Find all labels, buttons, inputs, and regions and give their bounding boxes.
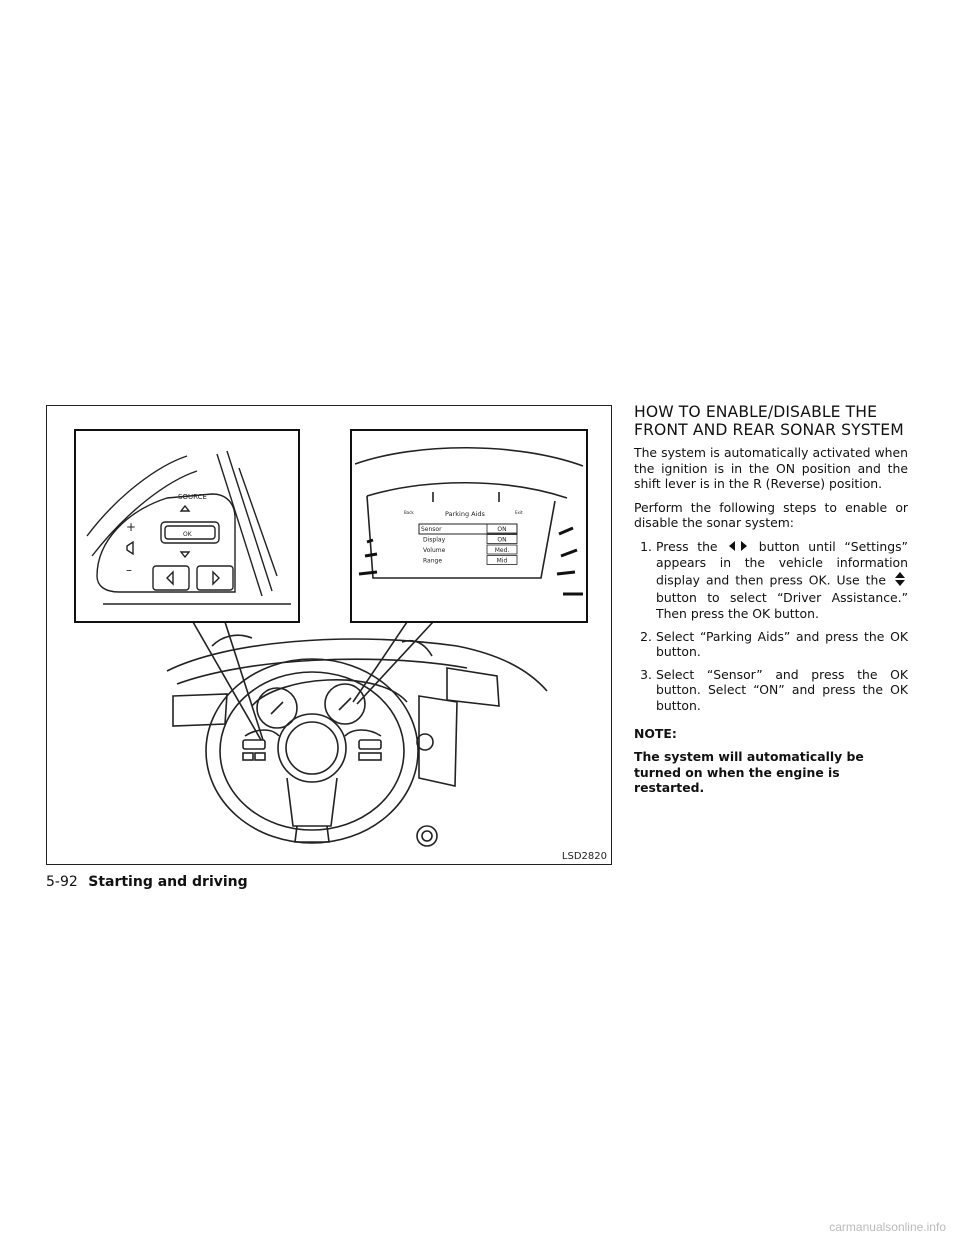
up-down-arrows-icon [894, 571, 906, 591]
step-number: 2. [640, 628, 652, 644]
step-number: 1. [640, 538, 652, 554]
intro-paragraph: The system is automatically activated when the ignition is in the ON position and the shift lever is in the R (Reverse) position. [634, 445, 908, 492]
display-row-value: ON [497, 536, 507, 544]
steering-wheel-illustration [47, 406, 613, 866]
step-item [634, 629, 908, 660]
instruction-section [634, 404, 908, 804]
figure-code: LSD2820 [561, 851, 607, 862]
display-row-label: Sensor [421, 526, 442, 533]
section-heading: HOW TO ENABLE/DISABLE THE FRONT AND REAR SONAR SYSTEM [634, 403, 904, 439]
display-row-value: ON [497, 526, 507, 533]
left-right-arrows-icon [728, 540, 748, 556]
watermark: carmanualsonline.info [829, 1220, 946, 1234]
step-text: Select “Parking Aids” and press the OK button. [656, 628, 908, 660]
lead-paragraph: Perform the following steps to enable or disable the sonar system: [634, 499, 908, 531]
step-item [634, 539, 908, 622]
steps-list [634, 539, 908, 714]
step-item [634, 667, 908, 714]
display-row-label: Range [423, 557, 443, 565]
illustration-figure [46, 405, 612, 865]
volume-down-label: – [126, 563, 132, 577]
source-button-label: SOURCE [178, 493, 207, 501]
step-text: Press the [656, 538, 718, 554]
ok-button-label: OK [183, 531, 192, 538]
note-text: The system will automatically be turned on when the engine is restarted. [634, 749, 864, 796]
page-number: 5-92 [46, 874, 78, 890]
display-back-label: Back [404, 510, 414, 515]
display-row-value: Med. [494, 547, 510, 554]
step-text: Select “Sensor” and press the OK button. Select “ON” and press the OK button. [656, 666, 908, 714]
step-text: button until “Settings” appears in the vehicle information display and then press OK. Use the [656, 538, 908, 588]
page-footer [46, 874, 248, 890]
display-title: Parking Aids [445, 510, 485, 518]
volume-up-label: + [126, 520, 137, 534]
display-exit-label: Exit [515, 510, 523, 515]
footer-section-title: Starting and driving [88, 874, 248, 890]
display-row-value: Mid [496, 557, 508, 565]
display-row-label: Display [423, 536, 446, 544]
step-number: 3. [640, 666, 652, 682]
display-row-label: Volume [423, 547, 446, 554]
note-label: NOTE: [634, 725, 677, 741]
meter-display-inset [351, 430, 587, 622]
step-text: button to select “Driver Assistance.” Then press the OK button. [656, 590, 908, 622]
